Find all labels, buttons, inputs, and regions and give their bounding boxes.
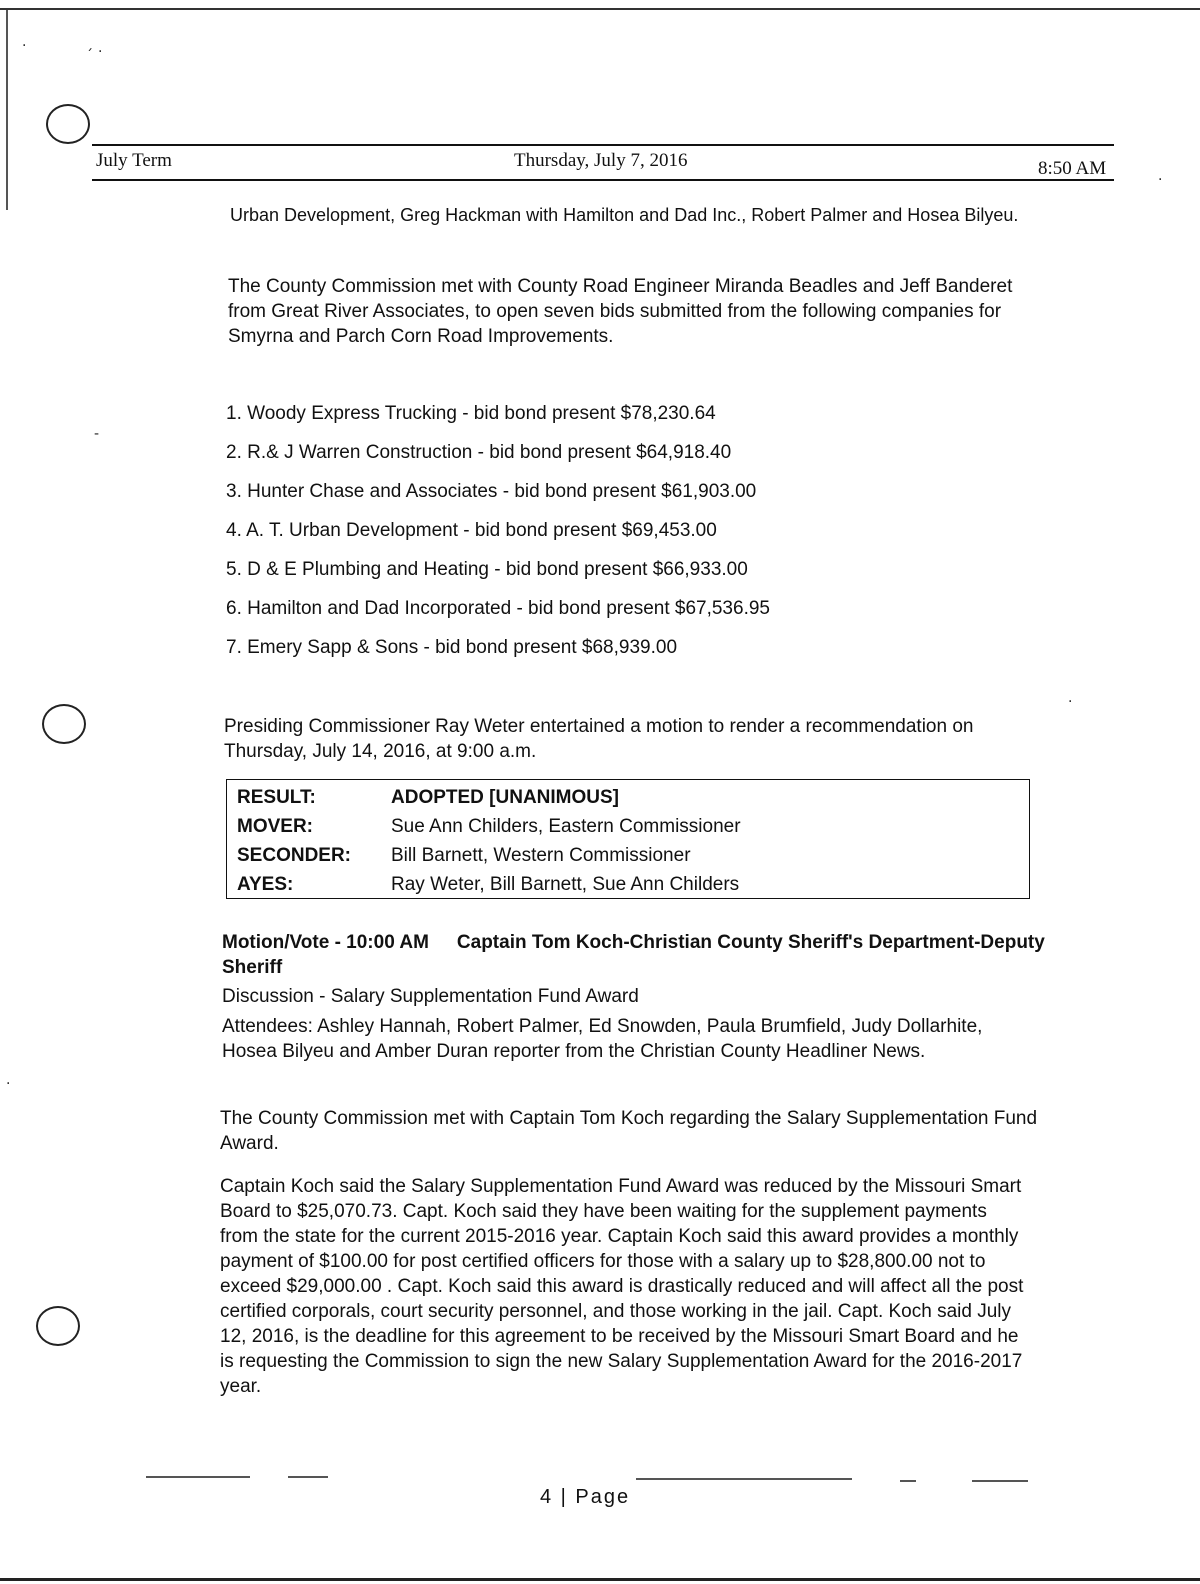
header-rule-bottom [92, 179, 1114, 181]
list-item: 4. A. T. Urban Development - bid bond present $69,453.00 [226, 520, 717, 541]
vote-result-box [226, 779, 1030, 899]
scan-speck: - [94, 426, 100, 442]
scan-edge-top [0, 8, 1200, 10]
intro-paragraph: Urban Development, Greg Hackman with Hamilton and Dad Inc., Robert Palmer and Hosea Bilyeu. [230, 205, 1019, 225]
footer-rule-fragment [146, 1476, 250, 1478]
scan-speck: · [1068, 694, 1073, 710]
vote-table [237, 783, 741, 899]
mover-label: MOVER: [237, 815, 313, 837]
footer-rule-fragment [636, 1478, 852, 1480]
scan-speck: · [6, 1076, 11, 1092]
binder-hole-icon [36, 1306, 80, 1346]
list-item: 5. D & E Plumbing and Heating - bid bond present $66,933.00 [226, 559, 748, 580]
page-number: 4 | Page [540, 1486, 631, 1508]
scan-speck: · [22, 38, 27, 54]
ayes-label: AYES: [237, 873, 294, 895]
koch-details-paragraph: Captain Koch said the Salary Supplementation Fund Award was reduced by the Missouri Smart Board to $25,070.73. Capt. Koch said they have been waiting for the supplement payments from the state for the current 2015-2016 year. Captain Koch said this award provides a monthly payment of $100.00 for post certified officers for those with a salary up to $28,800.00 not to exceed $29,000.00 . Capt. Koch said this award is drastically reduced and will affect all the post certified corporals, court security personnel, and those working in the jail. Capt. Koch said July 12, 2016, is the deadline for this agreement to be received by the Missouri Smart Board and he is requesting the Commission to sign the new Salary Supplementation Award for the 2016-2017 year. [220, 1176, 1024, 1397]
table-row [237, 783, 741, 812]
ayes-value: Ray Weter, Bill Barnett, Sue Ann Childers [391, 873, 740, 895]
agenda-item-subject: Captain Tom Koch-Christian County Sheriff's Department-Deputy Sheriff [222, 932, 1045, 978]
scan-speck: · [98, 44, 103, 60]
seconder-value: Bill Barnett, Western Commissioner [391, 844, 691, 866]
bid-opening-paragraph: The County Commission met with County Road Engineer Miranda Beadles and Jeff Banderet from Great River Associates, to open seven bids submitted from the following companies for Smyrna and Parch Corn Road Improvements. [228, 276, 1013, 347]
binder-hole-icon [46, 104, 90, 144]
table-row [237, 812, 741, 841]
mover-value: Sue Ann Childers, Eastern Commissioner [391, 815, 741, 837]
agenda-discussion: Discussion - Salary Supplementation Fund Award [222, 986, 639, 1007]
table-row [237, 870, 741, 899]
list-item: 3. Hunter Chase and Associates - bid bond present $61,903.00 [226, 481, 757, 502]
agenda-attendees: Attendees: Ashley Hannah, Robert Palmer, Ed Snowden, Paula Brumfield, Judy Dollarhite, Hosea Bilyeu and Amber Duran reporter from the Christian County Headliner News. [222, 1016, 983, 1062]
list-item: 2. R.& J Warren Construction - bid bond present $64,918.40 [226, 442, 732, 463]
agenda-item-time: Motion/Vote - 10:00 AM [222, 932, 429, 953]
header-time: 8:50 AM [1038, 158, 1107, 179]
scan-speck: ˊ [86, 48, 93, 64]
list-item: 6. Hamilton and Dad Incorporated - bid bond present $67,536.95 [226, 598, 770, 619]
scan-edge-left [6, 10, 8, 210]
result-label: RESULT: [237, 786, 316, 808]
header-date: Thursday, July 7, 2016 [514, 150, 688, 171]
scan-edge-bottom [0, 1578, 1200, 1581]
motion-paragraph: Presiding Commissioner Ray Weter entertained a motion to render a recommendation on Thursday, July 14, 2016, at 9:00 a.m. [224, 716, 974, 762]
footer-rule-fragment [972, 1480, 1028, 1482]
footer-rule-fragment [900, 1480, 916, 1482]
list-item: 1. Woody Express Trucking - bid bond present $78,230.64 [226, 403, 716, 424]
header-rule-top [92, 144, 1114, 146]
scan-speck: · [1158, 172, 1163, 188]
binder-hole-icon [42, 704, 86, 744]
seconder-label: SECONDER: [237, 844, 352, 866]
list-item: 7. Emery Sapp & Sons - bid bond present $68,939.00 [226, 637, 678, 658]
bid-list [226, 401, 770, 674]
table-row [237, 841, 741, 870]
result-value: ADOPTED [UNANIMOUS] [391, 786, 619, 808]
agenda-item-title [222, 930, 1052, 980]
koch-meeting-paragraph: The County Commission met with Captain Tom Koch regarding the Salary Supplementation Fund Award. [220, 1108, 1038, 1154]
footer-rule-fragment [288, 1476, 328, 1478]
header-term: July Term [96, 150, 172, 171]
